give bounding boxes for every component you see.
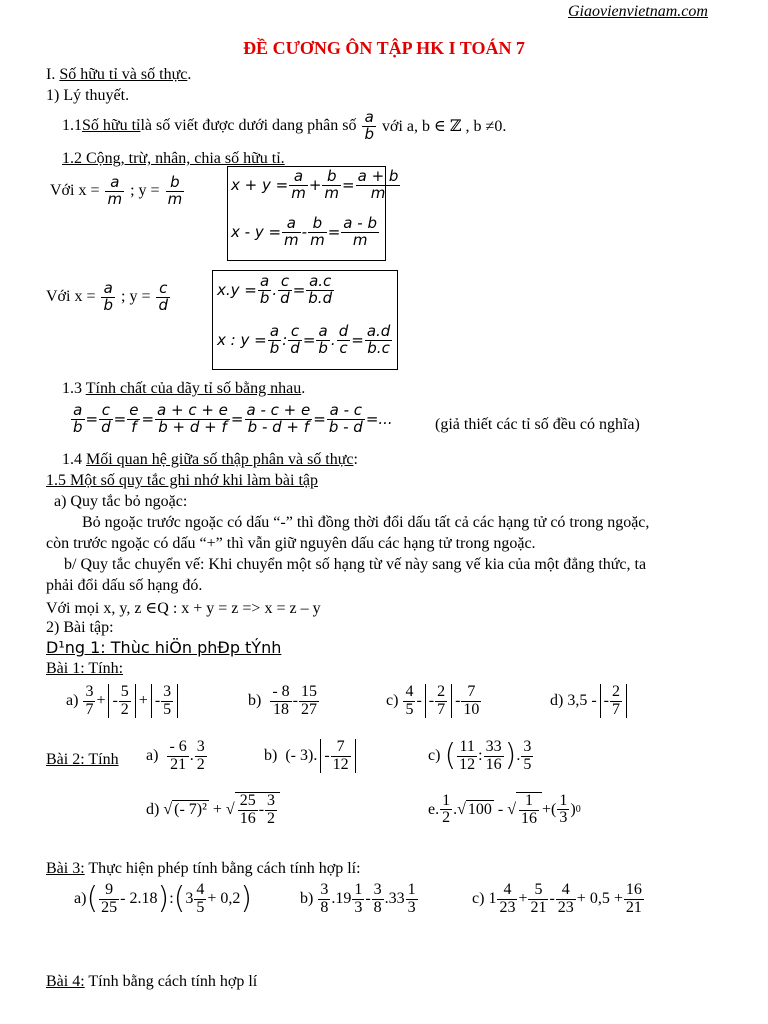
subsection-1-5: 1.5 Một số quy tắc ghi nhớ khi làm bài tập xyxy=(46,472,318,489)
bai2-c: c) ( $\frac{11}{12}$ : $\frac{33}{16}$ ) . $\frac{3}{5}$ xyxy=(428,738,532,774)
rule-b-line2: phải đổi dấu số hạng đó. xyxy=(46,577,203,594)
addition-formula: x + y = $\frac{a}{m}$ + $\frac{b}{m}$ = $\frac{a + b}{m}$ xyxy=(231,167,399,202)
subsection-1-4: 1.4 Mối quan hệ giữa số thập phân và số thực: xyxy=(62,451,358,468)
rule-b-line1: b/ Quy tắc chuyển vế: Khi chuyển một số hạng từ vế này sang vế kia của một đẳng thức, ta xyxy=(64,556,647,573)
theory-label: 1) Lý thuyết. xyxy=(46,87,130,104)
bai1-d: d) 3,5 - - $\frac{2}{7}$ xyxy=(550,684,630,719)
subsection-1-2: 1.2 Cộng, trừ, nhân, chia số hữu tỉ. xyxy=(62,150,285,167)
bai3-a: a) ( $\frac{9}{25}$ - 2.18 ) : ( 3 $\frac{4}{5}$ + 0,2 ) xyxy=(74,881,253,917)
bai3-b: b) $\frac{3}{8}$ .19 $\frac{1}{3}$ - $\frac{3}{8}$ .33 $\frac{1}{3}$ xyxy=(300,881,416,916)
bai3-label: Bài 3: Thực hiện phép tính bằng cách tính hợp lí: xyxy=(46,860,361,877)
ratio-note: (giả thiết các tỉ số đều có nghĩa) xyxy=(435,416,640,433)
bai1-label: Bài 1: Tính: xyxy=(46,660,124,677)
bai2-d: d) √ (- 7)² + √ $\frac{25}{16}$ - $\frac{3}{2}$ xyxy=(146,792,280,828)
page-title: ĐỀ CƯƠNG ÔN TẬP HK I TOÁN 7 xyxy=(243,38,525,58)
site-link[interactable]: Giaovienvietnam.com xyxy=(568,3,708,20)
add-sub-premise: Với x = $\frac{a}{m}$ ; y = $\frac{b}{m}$ xyxy=(50,173,183,208)
bai1-c: c) $\frac{4}{5}$ - - $\frac{2}{7}$ - $\frac{7}{10}$ xyxy=(386,683,480,718)
bai4-label: Bài 4: Tính bằng cách tính hợp lí xyxy=(46,973,258,990)
subtraction-formula: x - y = $\frac{a}{m}$ - $\frac{b}{m}$ = $\frac{a - b}{m}$ xyxy=(231,214,377,249)
rule-a-title: a) Quy tắc bỏ ngoặc: xyxy=(54,493,188,510)
mul-div-premise: Với x = $\frac{a}{b}$ ; y = $\frac{c}{d}$ xyxy=(46,279,169,314)
subsection-1-3: 1.3 Tính chất của dãy tỉ số bằng nhau. xyxy=(62,380,306,397)
bai3-c: c) 1 $\frac{4}{23}$ + $\frac{5}{21}$ - $\frac{4}{23}$ + 0,5 + $\frac{16}{21}$ xyxy=(472,881,642,916)
bai2-label: Bài 2: Tính xyxy=(46,751,119,768)
rule-a-line2: còn trước ngoặc có dấu “+” thì vẫn giữ nguyên dấu các hạng tử trong ngoặc. xyxy=(46,535,536,552)
equal-ratios-formula: $\frac{a}{b}$ = $\frac{c}{d}$ = $\frac{e}{f}$ = $\frac{a + c + e}{b + d + f}$ = $\frac{a - c + e}{b - d + f}$ = $\frac{a - c}{b - d}$ =... xyxy=(73,401,393,436)
bai1-a: a) $\frac{3}{7}$ + - $\frac{5}{2}$ + - $\frac{3}{5}$ xyxy=(66,684,181,719)
division-formula: x : y = $\frac{a}{b}$ : $\frac{c}{d}$ = $\frac{a}{b}$ . $\frac{d}{c}$ = $\frac{a.d}{b.c}$ xyxy=(217,322,391,357)
bai2-a: a) $\frac{- 6}{21}$ . $\frac{3}{2}$ xyxy=(146,738,205,773)
type1-heading: D¹ng 1: Thùc hiÖn phÐp tÝnh xyxy=(46,638,282,657)
bai2-b: b) (- 3). - $\frac{7}{12}$ xyxy=(264,739,359,774)
section-heading: I. Số hữu tỉ và số thực. xyxy=(46,66,192,83)
rule-a-line1: Bỏ ngoặc trước ngoặc có dấu “-” thì đồng thời đổi dấu tất cả các hạng tử có trong ngoặc, xyxy=(82,514,650,531)
exercises-label: 2) Bài tập: xyxy=(46,619,114,636)
bai1-b: b) $\frac{- 8}{18}$ - $\frac{15}{27}$ xyxy=(248,683,317,718)
bai2-e: e. $\frac{1}{2}$ .√ 100 - √ $\frac{1}{16}$ +( $\frac{1}{3}$ ) 0 xyxy=(428,791,581,827)
def-rational: 1.1 Số hữu tỉ là số viết được dưới dang phân số $\frac{a}{b}$ với a, b ∈ ℤ , b ≠0. xyxy=(62,108,507,143)
multiplication-formula: x.y = $\frac{a}{b}$ . $\frac{c}{d}$ = $\frac{a.c}{b.d}$ xyxy=(217,272,333,307)
rule-c: Với mọi x, y, z ∈Q : x + y = z => x = z – y xyxy=(46,600,321,617)
